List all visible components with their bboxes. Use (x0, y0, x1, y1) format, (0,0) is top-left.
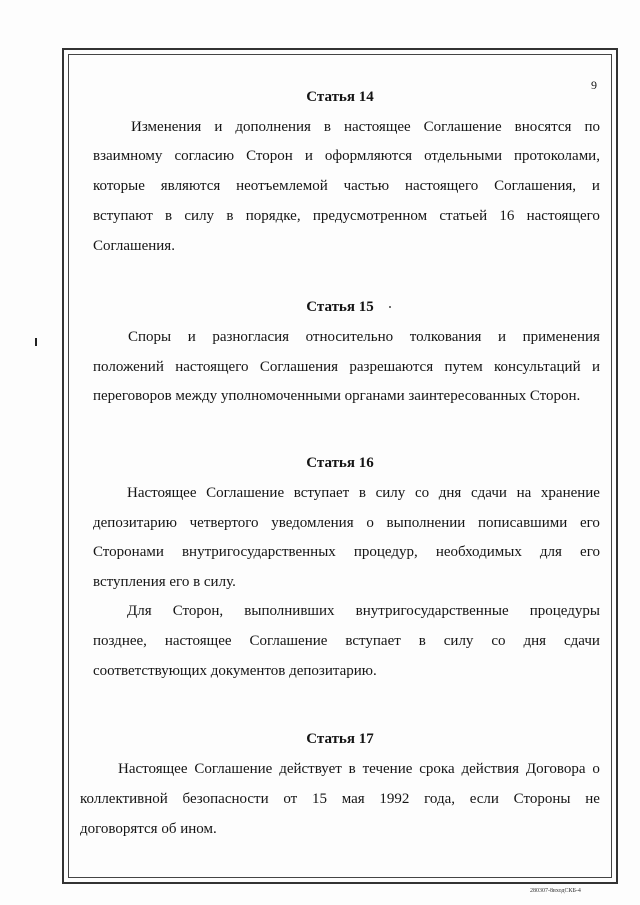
article-15-heading: Статья 15 (306, 299, 374, 315)
article-15-line-3: переговоров между уполномоченными органами заинтересованных Сторон. (93, 388, 581, 404)
article-17-line-2: коллективной безопасности от 15 мая 1992 года, если Стороны не (80, 791, 600, 807)
article-14-line-1: Изменения и дополнения в настоящее Соглашение вносятся по (131, 119, 600, 135)
article-16-line-3: Сторонами внутригосударственных процедур, необходимых для его (93, 544, 600, 560)
article-14-heading: Статья 14 (306, 89, 374, 105)
article-16-line-4: вступления его в силу. (93, 574, 236, 590)
article-14-line-2: взаимному согласию Сторон и оформляются отдельными протоколами, (93, 148, 600, 164)
footer-stamp: 280307-8входСКБ-4 (530, 888, 581, 894)
article-14-line-5: Соглашения. (93, 238, 175, 254)
article-16-line-1: Настоящее Соглашение вступает в силу со дня сдачи на хранение (127, 485, 600, 501)
article-16-line-7: соответствующих документов депозитарию. (93, 663, 377, 679)
article-14-line-4: вступают в силу в порядке, предусмотренном статьей 16 настоящего (93, 208, 600, 224)
scan-mark (35, 338, 37, 346)
article-15-line-2: положений настоящего Соглашения разрешаются путем консультаций и (93, 359, 600, 375)
page-number: 9 (591, 78, 597, 92)
article-17-heading: Статья 17 (306, 731, 374, 747)
article-17-line-3: договорятся об ином. (80, 821, 217, 837)
article-16-line-5: Для Сторон, выполнивших внутригосударственные процедуры (127, 603, 600, 619)
article-16-line-6: позднее, настоящее Соглашение вступает в силу со дня сдачи (93, 633, 600, 649)
article-16-heading: Статья 16 (306, 455, 374, 471)
article-17-line-1: Настоящее Соглашение действует в течение срока действия Договора о (118, 761, 600, 777)
article-16-line-2: депозитарию четвертого уведомления о выполнении пописавшими его (93, 515, 600, 531)
article-15-line-1: Споры и разногласия относительно толкования и применения (128, 329, 600, 345)
article-14-line-3: которые являются неотъемлемой частью настоящего Соглашения, и (93, 178, 600, 194)
